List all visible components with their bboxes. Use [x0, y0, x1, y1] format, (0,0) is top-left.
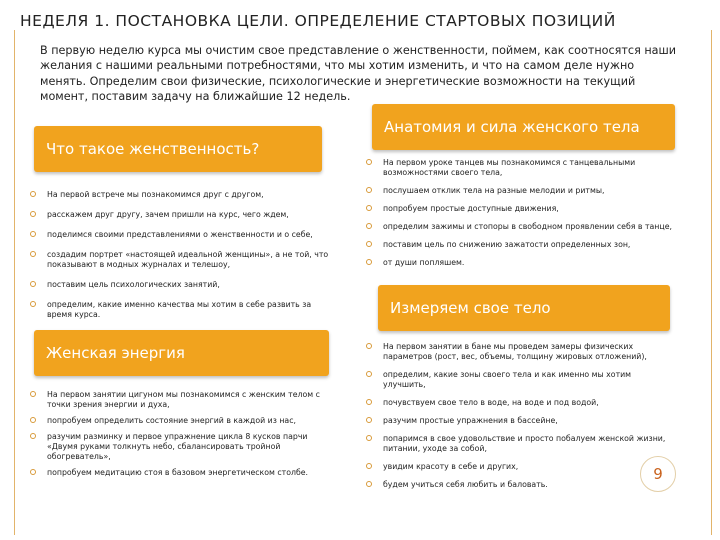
intro-paragraph: В первую неделю курса мы очистим свое представление о женственности, поймем, как соотносятся наши желания с нашими реальными потребностями, что мы хотим изменить, и что на самом деле нужно менять. Определим свои физические, психологические и энергетические возможности на текущий момент, поставим задачу на ближайшие 12 недель.: [40, 44, 677, 103]
femininity-heading-bar: [34, 126, 322, 172]
bullet-icon: [366, 417, 372, 423]
bullet-icon: [366, 259, 372, 265]
bullet-icon: [30, 469, 36, 475]
bullet-icon: [30, 301, 36, 307]
bullet-icon: [366, 159, 372, 165]
bullet-icon: [30, 191, 36, 197]
list-item: На первом уроке танцев мы познакомимся с танцевальными возможностями своего тела,: [366, 158, 691, 178]
bullet-icon: [366, 481, 372, 487]
list-item: На первом занятии в бане мы проведем замеры физических параметров (рост, вес, объемы, толщину жировых отложений),: [366, 342, 666, 362]
list-item: поставим цель по снижению зажатости определенных зон,: [366, 240, 691, 250]
anatomy-heading-bar: [372, 104, 675, 150]
bullet-icon: [366, 399, 372, 405]
list-item: На первой встрече мы познакомимся друг с другом,: [30, 190, 330, 200]
bullet-icon: [30, 433, 36, 439]
femininity-heading: Что такое женственность?: [46, 140, 260, 158]
measure-heading: Измеряем свое тело: [390, 299, 551, 317]
energy-heading: Женская энергия: [46, 344, 185, 362]
list-item: увидим красоту в себе и других,: [366, 462, 666, 472]
bullet-icon: [30, 281, 36, 287]
list-item: послушаем отклик тела на разные мелодии и ритмы,: [366, 186, 691, 196]
bullet-icon: [30, 251, 36, 257]
bullet-icon: [366, 187, 372, 193]
list-item: попаримся в свое удовольствие и просто побалуем женской жизни, питании, уходе за собой,: [366, 434, 666, 454]
energy-heading-bar: [34, 330, 329, 376]
bullet-icon: [30, 211, 36, 217]
list-item: от души попляшем.: [366, 258, 691, 268]
bullet-icon: [366, 371, 372, 377]
page-number: 9: [653, 465, 663, 483]
list-item: На первом занятии цигуном мы познакомимся с женским телом с точки зрения энергии и духа,: [30, 390, 330, 410]
list-item: разучим разминку и первое упражнение цикла 8 кусков парчи «Двумя руками толкнуть небо, сбалансировать тройной обогреватель»,: [30, 432, 330, 462]
right-border-line: [711, 30, 712, 535]
list-item: определим, какие зоны своего тела и как именно мы хотим улучшить,: [366, 370, 666, 390]
bullet-icon: [366, 343, 372, 349]
page-number-badge: [640, 456, 676, 492]
list-item: расскажем друг другу, зачем пришли на курс, чего ждем,: [30, 210, 330, 220]
measure-list: [366, 342, 666, 490]
bullet-icon: [366, 241, 372, 247]
bullet-icon: [366, 463, 372, 469]
bullet-icon: [30, 417, 36, 423]
anatomy-list: [366, 158, 691, 268]
anatomy-heading: Анатомия и сила женского тела: [384, 118, 640, 136]
bullet-icon: [30, 231, 36, 237]
list-item: попробуем медитацию стоя в базовом энергетическом столбе.: [30, 468, 330, 478]
list-item: почувствуем свое тело в воде, на воде и под водой,: [366, 398, 666, 408]
femininity-list: [30, 190, 330, 320]
list-item: попробуем простые доступные движения,: [366, 204, 691, 214]
list-item: попробуем определить состояние энергий в каждой из нас,: [30, 416, 330, 426]
bullet-icon: [30, 391, 36, 397]
bullet-icon: [366, 435, 372, 441]
list-item: поставим цель психологических занятий,: [30, 280, 330, 290]
list-item: создадим портрет «настоящей идеальной женщины», а не той, что показывают в модных журналах и телешоу,: [30, 250, 330, 270]
bullet-icon: [366, 223, 372, 229]
measure-heading-bar: [378, 285, 670, 331]
energy-list: [30, 390, 330, 478]
bullet-icon: [366, 205, 372, 211]
list-item: определим зажимы и стопоры в свободном проявлении себя в танце,: [366, 222, 691, 232]
list-item: будем учиться себя любить и баловать.: [366, 480, 666, 490]
left-border-line: [14, 30, 15, 535]
page-title: НЕДЕЛЯ 1. ПОСТАНОВКА ЦЕЛИ. ОПРЕДЕЛЕНИЕ СТАРТОВЫХ ПОЗИЦИЙ: [20, 12, 616, 30]
list-item: поделимся своими представлениями о женственности и о себе,: [30, 230, 330, 240]
list-item: разучим простые упражнения в бассейне,: [366, 416, 666, 426]
list-item: определим, какие именно качества мы хотим в себе развить за время курса.: [30, 300, 330, 320]
